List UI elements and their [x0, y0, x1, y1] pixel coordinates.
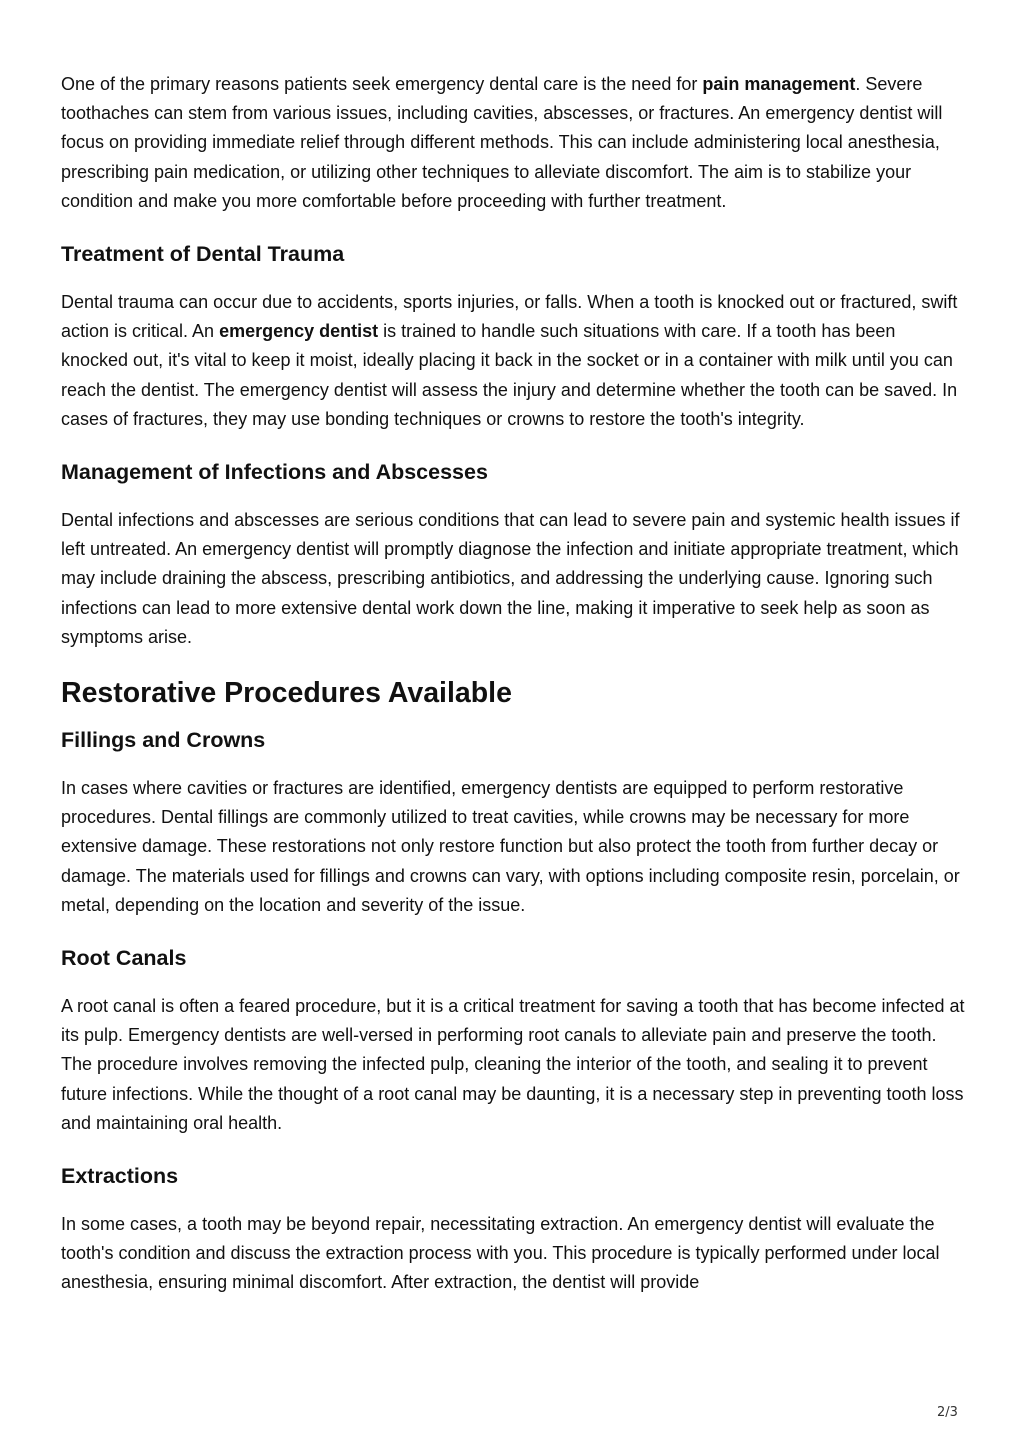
heading-infections: Management of Infections and Abscesses [61, 460, 488, 485]
document-body [61, 70, 967, 1298]
heading-dental-trauma: Treatment of Dental Trauma [61, 242, 345, 267]
dental-trauma-paragraph [61, 288, 967, 434]
infections-paragraph: Dental infections and abscesses are serious conditions that can lead to severe pain and systemic health issues if left untreated. An emergency dentist will promptly diagnose the infection and initiate appropriate treatment, which may include draining the abscess, prescribing antibiotics, and addressing the underlying cause. Ignoring such infections can lead to more extensive dental work down the line, making it imperative to seek help as soon as symptoms arise. [61, 510, 960, 647]
trauma-bold-term: emergency dentist [219, 321, 379, 342]
fillings-paragraph: In cases where cavities or fractures are identified, emergency dentists are equipped to perform restorative procedures. Dental fillings are commonly utilized to treat cavities, while crowns may be necessary for more extensive damage. These restorations not only restore function but also protect the tooth from further decay or damage. The materials used for fillings and crowns can vary, with options including composite resin, porcelain, or metal, depending on the location and severity of the issue. [61, 778, 960, 915]
intro-paragraph [61, 70, 967, 216]
trauma-text-start: Dental trauma can occur due to accidents, sports injuries, or falls. When a tooth is knocked out or fractured, swift action is critical. An [61, 292, 958, 342]
trauma-text-end: is trained to handle such situations with care. If a tooth has been knocked out, it's vital to keep it moist, ideally placing it back in the socket or in a container with milk until you can reach the dentist. The emergency dentist will assess the injury and determine whether the tooth can be saved. In cases of fractures, they may use bonding techniques or crowns to restore the tooth's integrity. [61, 321, 958, 429]
intro-bold-term: pain management [702, 74, 856, 94]
heading-root-canals: Root Canals [61, 946, 187, 971]
root-canals-paragraph: A root canal is often a feared procedure, but it is a critical treatment for saving a tooth that has become infected at its pulp. Emergency dentists are well-versed in performing root canals to alleviate pain and preserve the tooth. The procedure involves removing the infected pulp, cleaning the interior of the tooth, and sealing it to prevent future infections. While the thought of a root canal may be daunting, it is a necessary step in preventing tooth loss and maintaining oral health. [61, 996, 965, 1133]
intro-text-start: One of the primary reasons patients seek emergency dental care is the need for [61, 74, 703, 94]
heading-fillings-crowns: Fillings and Crowns [61, 728, 266, 753]
heading-restorative-procedures: Restorative Procedures Available [61, 677, 512, 710]
page-number: 2/3 [937, 1405, 958, 1420]
heading-extractions: Extractions [61, 1164, 179, 1189]
extractions-paragraph: In some cases, a tooth may be beyond repair, necessitating extraction. An emergency dentist will evaluate the tooth's condition and discuss the extraction process with you. This procedure is typically performed under local anesthesia, ensuring minimal discomfort. After extraction, the dentist will provide [61, 1214, 940, 1293]
intro-text-end: . Severe toothaches can stem from various issues, including cavities, abscesses, or fractures. An emergency dentist will focus on providing immediate relief through different methods. This can include administering local anesthesia, prescribing pain medication, or utilizing other techniques to alleviate discomfort. The aim is to stabilize your condition and make you more comfortable before proceeding with further treatment. [61, 74, 943, 211]
